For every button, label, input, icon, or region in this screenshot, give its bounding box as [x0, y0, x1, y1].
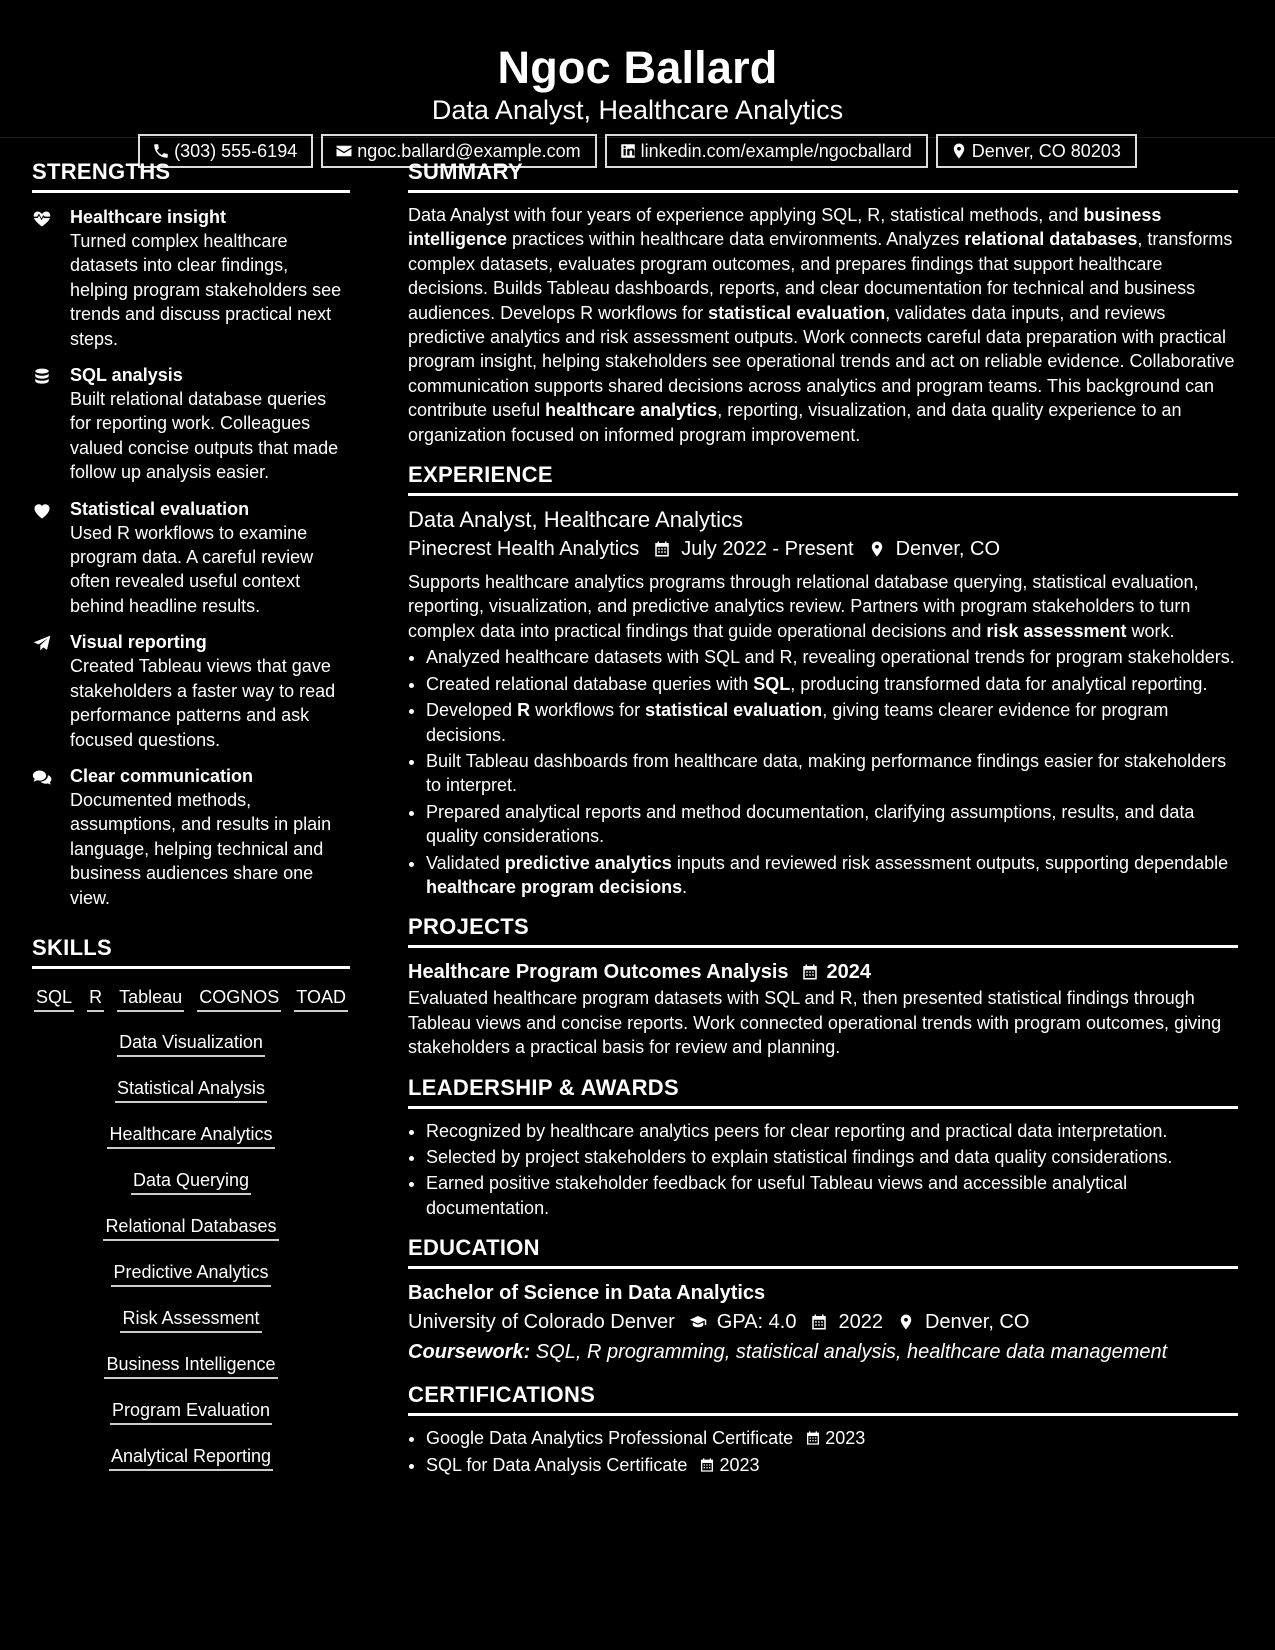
project-year: 2024: [826, 961, 872, 984]
skill-tag: COGNOS: [197, 985, 281, 1012]
skill-tag: TOAD: [294, 985, 348, 1012]
graduation-cap-icon: [689, 1313, 707, 1331]
strength-item: [32, 363, 350, 485]
strength-desc: Turned complex healthcare datasets into clear findings, helping program stakeholders see trends and discuss practical next steps.: [70, 231, 342, 349]
skill-tag: Healthcare Analytics: [107, 1122, 274, 1149]
skills-heading: SKILLS: [32, 934, 350, 969]
job-title: Data Analyst, Healthcare Analytics: [408, 507, 744, 533]
certifications-list: [408, 1426, 1238, 1477]
projects-section: [408, 913, 1238, 1059]
list-item: • Analyzed healthcare datasets with SQL and R, revealing operational trends for program stakeholders.: [426, 645, 1238, 669]
calendar-icon: [810, 1313, 828, 1331]
degree: Bachelor of Science in Data Analytics: [408, 1282, 766, 1305]
strengths-heading: STRENGTHS: [32, 158, 350, 193]
job-location: Denver, CO: [895, 538, 1001, 561]
skill-tag: Analytical Reporting: [109, 1444, 273, 1471]
list-item: • Built Tableau dashboards from healthcare data, making performance findings easier for stakeholders to interpret.: [426, 749, 1238, 798]
projects-heading: PROJECTS: [408, 913, 1238, 948]
skill-tag: Program Evaluation: [110, 1398, 272, 1425]
job-dates: July 2022 - Present: [681, 538, 854, 561]
project-title: Healthcare Program Outcomes Analysis: [408, 961, 789, 984]
leadership-section: [408, 1074, 1238, 1221]
calendar-icon: [699, 1457, 715, 1473]
education-meta: [408, 1307, 1238, 1337]
list-item: • Selected by project stakeholders to explain statistical findings and data quality considerations.: [426, 1145, 1238, 1169]
skill-tag: Risk Assessment: [120, 1306, 261, 1333]
strength-item: [32, 205, 350, 351]
leadership-list: [408, 1119, 1238, 1221]
skill-tag: Business Intelligence: [104, 1352, 277, 1379]
skills-list: [32, 985, 350, 1471]
list-item: • Created relational database queries with SQL, producing transformed data for analytical reporting.: [426, 672, 1238, 696]
location-text: Denver, CO 80203: [971, 141, 1121, 161]
school-location: Denver, CO: [924, 1311, 1030, 1334]
strength-desc: Used R workflows to examine program data. A careful review often revealed useful context behind headline results.: [70, 522, 314, 616]
summary-heading: SUMMARY: [408, 158, 1238, 193]
skill-tag: Tableau: [117, 985, 184, 1012]
strength-title: Clear communication: [70, 765, 254, 786]
list-item: • Prepared analytical reports and method documentation, clarifying assumptions, results, and data quality considerations.: [426, 800, 1238, 849]
skill-tag: R: [87, 985, 104, 1012]
job-bullets: [408, 645, 1238, 899]
job-meta: [408, 534, 1238, 564]
project-title-row: [408, 958, 1238, 986]
strength-item: [32, 764, 350, 910]
strength-desc: Built relational database queries for reporting work. Colleagues valued concise outputs that made follow up analysis easier.: [70, 389, 339, 483]
map-marker-icon: [897, 1313, 915, 1331]
map-marker-icon: [868, 540, 886, 558]
database-icon: [32, 367, 52, 387]
skill-tag: Statistical Analysis: [115, 1076, 267, 1103]
phone-text: (303) 555-6194: [174, 141, 298, 161]
skill-tag: Data Querying: [131, 1168, 251, 1195]
list-item: • Developed R workflows for statistical evaluation, giving teams clearer evidence for program decisions.: [426, 698, 1238, 747]
summary-text: Data Analyst with four years of experience applying SQL, R, statistical methods, and business intelligence practices within healthcare data environments. Analyzes relational databases, transforms complex datasets, evaluates program outcomes, and prepares findings that support healthcare decisions. Builds Tableau dashboards, reports, and clear documentation for technical and business audiences. Develops R workflows for statistical evaluation, validates data inputs, and reviews predictive analytics and risk assessment outputs. Work connects careful data preparation with practical program insight, helping stakeholders see operational trends and act on reliable evidence. Collaborative communication supports shared decisions across analytics and program teams. This background can contribute useful healthcare analytics, reporting, visualization, and data quality experience to an organization focused on informed program improvement.: [408, 205, 1235, 445]
experience-heading: EXPERIENCE: [408, 461, 1238, 496]
graduation-year: 2022: [838, 1311, 883, 1334]
certifications-heading: CERTIFICATIONS: [408, 1381, 1238, 1416]
heart-icon: [32, 501, 52, 521]
project-description: Evaluated healthcare program datasets with SQL and R, then presented statistical findings through Tableau views and concise reports. Work connected operational trends with program outcomes, giving stakeholders a practical basis for review and planning.: [408, 988, 1222, 1058]
skill-tag: SQL: [34, 985, 74, 1012]
candidate-title: Data Analyst, Healthcare Analytics: [431, 95, 844, 125]
strength-title: SQL analysis: [70, 365, 183, 386]
list-item: • Validated predictive analytics inputs and reviewed risk assessment outputs, supporting dependable healthcare program decisions.: [426, 851, 1238, 900]
strength-item: [32, 497, 350, 619]
skill-tag: Data Visualization: [117, 1030, 265, 1057]
right-column: [408, 158, 1238, 1491]
gpa: GPA: 4.0: [716, 1311, 797, 1334]
candidate-name: Ngoc Ballard: [497, 42, 778, 93]
linkedin-text: linkedin.com/example/ngocballard: [640, 141, 912, 161]
email-text: ngoc.ballard@example.com: [357, 141, 581, 161]
leadership-heading: LEADERSHIP & AWARDS: [408, 1074, 1238, 1109]
strength-title: Statistical evaluation: [70, 498, 250, 519]
comments-icon: [32, 768, 52, 788]
skills-top-row: [32, 985, 350, 1012]
calendar-icon: [801, 963, 819, 981]
list-item: • Google Data Analytics Professional Certificate 2023: [426, 1426, 1238, 1450]
left-column: [32, 158, 350, 1491]
coursework: Coursework: SQL, R programming, statistical analysis, healthcare data management: [408, 1341, 1168, 1364]
strength-desc: Documented methods, assumptions, and results in plain language, helping technical and business audiences share one view.: [70, 789, 332, 908]
strength-title: Healthcare insight: [70, 207, 227, 227]
resume-header: [0, 0, 1275, 161]
list-item: • Recognized by healthcare analytics peers for clear reporting and practical data interpretation.: [426, 1119, 1238, 1143]
skill-tag: Relational Databases: [103, 1214, 278, 1241]
job-description: Supports healthcare analytics programs through relational database querying, statistical evaluation, reporting, visualization, and predictive analytics review. Partners with program stakeholders to turn complex data into practical findings that guide operational decisions and risk assessment work.: [408, 572, 1199, 641]
summary-section: [408, 158, 1238, 447]
certifications-section: [408, 1381, 1238, 1477]
school-name: University of Colorado Denver: [408, 1311, 675, 1334]
education-section: [408, 1234, 1238, 1367]
calendar-icon: [805, 1430, 821, 1446]
list-item: • SQL for Data Analysis Certificate 2023: [426, 1453, 1238, 1477]
strength-desc: Created Tableau views that gave stakeholders a faster way to read performance patterns and ask focused questions.: [70, 656, 336, 750]
paper-plane-icon: [32, 634, 52, 654]
strength-title: Visual reporting: [70, 632, 207, 653]
list-item: • Earned positive stakeholder feedback for useful Tableau views and accessible analytical documentation.: [426, 1171, 1238, 1220]
heartbeat-icon: [32, 209, 52, 229]
strength-item: [32, 630, 350, 752]
skill-tag: Predictive Analytics: [111, 1260, 270, 1287]
experience-section: [408, 461, 1238, 899]
education-heading: EDUCATION: [408, 1234, 1238, 1269]
company-name: Pinecrest Health Analytics: [408, 538, 640, 561]
calendar-icon: [653, 540, 671, 558]
